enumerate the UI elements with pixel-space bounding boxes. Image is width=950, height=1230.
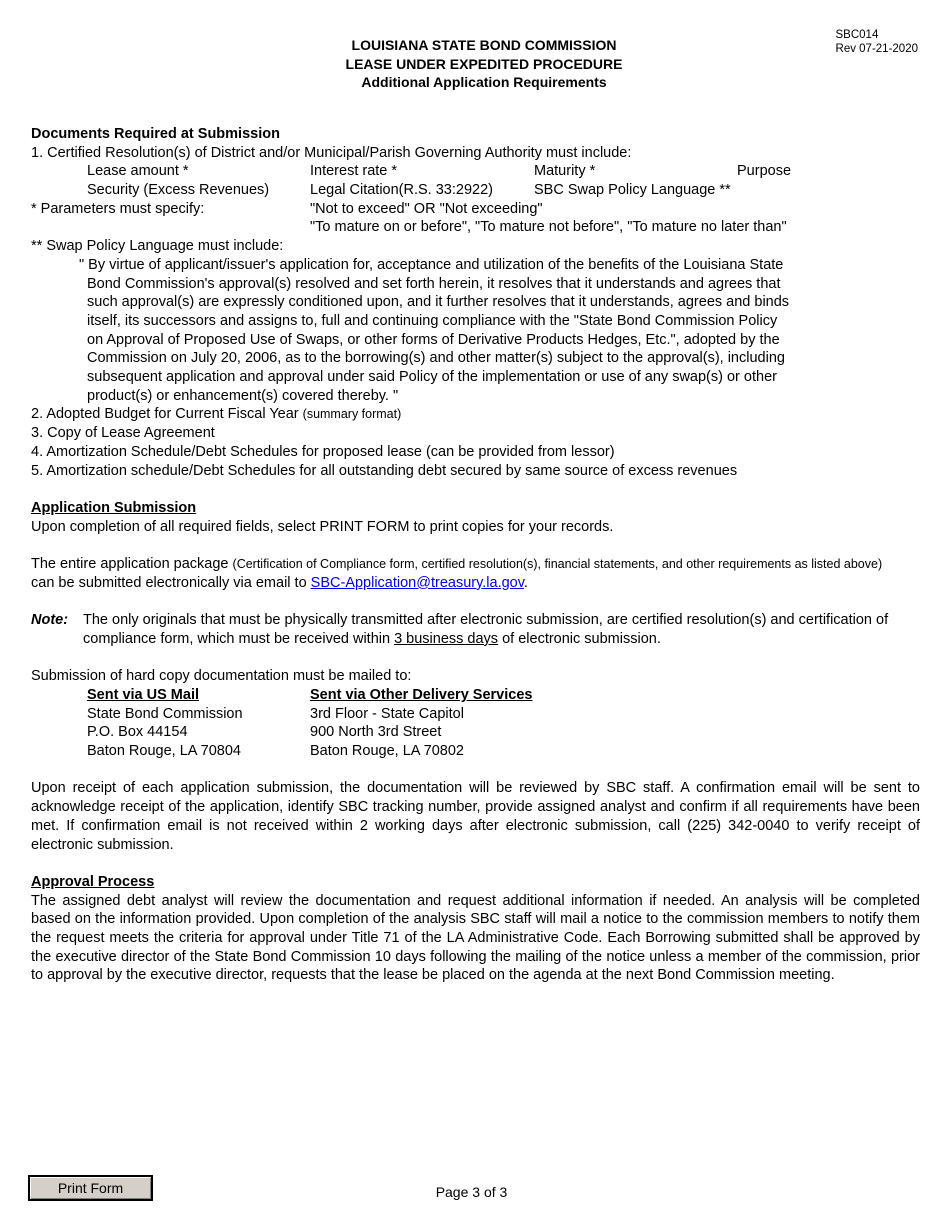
doc-item-1: 1. Certified Resolution(s) of District and/or Municipal/Parish Governing Authority must include:: [31, 144, 632, 161]
grid-legal-citation: Legal Citation(R.S. 33:2922): [310, 182, 493, 199]
other-delivery-heading: Sent via Other Delivery Services: [310, 686, 533, 703]
doc-item-5: 5. Amortization schedule/Debt Schedules for all outstanding debt secured by same source of excess revenues: [31, 462, 738, 479]
us-mail-line-2: P.O. Box 44154: [87, 724, 188, 741]
grid-security: Security (Excess Revenues): [87, 182, 270, 199]
note-label: Note:: [31, 612, 69, 629]
header-line-3: Additional Application Requirements: [361, 74, 607, 90]
us-mail-line-3: Baton Rouge, LA 70804: [87, 743, 241, 760]
address-headings: [31, 686, 920, 705]
other-line-2: 900 North 3rd Street: [310, 724, 442, 741]
application-text-1: Upon completion of all required fields, select PRINT FORM to print copies for your records.: [31, 518, 614, 535]
swap-label: ** Swap Policy Language must include:: [31, 238, 284, 255]
doc-item-4: 4. Amortization Schedule/Debt Schedules for proposed lease (can be provided from lessor): [31, 443, 615, 460]
parameters-label: * Parameters must specify:: [31, 200, 205, 217]
header-line-1: LOUISIANA STATE BOND COMMISSION: [351, 37, 617, 53]
grid-lease-amount: Lease amount *: [87, 163, 189, 180]
note-text-b: of electronic submission.: [502, 630, 661, 647]
documents-heading: Documents Required at Submission: [31, 126, 280, 142]
receipt-paragraph: Upon receipt of each application submission, the documentation will be reviewed by SBC staff. A confirmation email will be sent to acknowledge receipt of the application, identify SBC tracking number, provide assigned analyst and confirm if all requirements have been met. If confirmation email is not received within 2 working days after electronic submission, call (225) 342-0040 to verify receipt of electronic submission.: [31, 780, 920, 853]
package-text-b: can be submitted electronically via email to: [31, 574, 307, 591]
address-line-1: [31, 705, 920, 724]
other-line-3: Baton Rouge, LA 70802: [310, 743, 464, 760]
document-header: [0, 36, 950, 92]
parameters-row: [31, 200, 920, 219]
form-revision: Rev 07-21-2020: [835, 43, 918, 55]
period: .: [523, 574, 528, 591]
grid-purpose: Purpose: [737, 163, 792, 180]
us-mail-heading: Sent via US Mail: [87, 686, 200, 703]
us-mail-line-1: State Bond Commission: [87, 705, 243, 722]
mail-intro: Submission of hard copy documentation must be mailed to:: [31, 668, 412, 685]
address-line-3: [31, 742, 920, 761]
document-body: [31, 125, 920, 985]
package-text-a: The entire application package: [31, 556, 229, 573]
doc-item-2-note: (summary format): [302, 407, 402, 422]
grid-maturity: Maturity *: [534, 163, 596, 180]
resolution-grid-row-2: [31, 181, 920, 200]
note-days: 3 business days: [394, 630, 499, 647]
package-text-small: (Certification of Compliance form, certified resolution(s), financial statements, and other requirements as listed above): [232, 557, 883, 572]
grid-interest-rate: Interest rate *: [310, 163, 398, 180]
doc-item-2: [31, 405, 920, 424]
parameters-row-2: [31, 218, 920, 237]
header-line-2: LEASE UNDER EXPEDITED PROCEDURE: [345, 55, 623, 72]
approval-heading: Approval Process: [31, 873, 155, 890]
note-paragraph: [31, 611, 920, 648]
resolution-grid-row-1: [31, 162, 920, 181]
grid-swap-policy: SBC Swap Policy Language **: [534, 182, 731, 199]
approval-paragraph: The assigned debt analyst will review the documentation and request additional information if needed. An analysis will be completed based on the information provided. Upon completion of the analysis SBC staff will mail a notice to the commission members to notify them the request meets the criteria for approval under Title 71 of the LA Administrative Code. Each Borrowing submitted shall be approved by the executive director of the State Bond Commission 10 days following the mailing of the notice unless a member of the commission, prior to approval by the executive director, requests that the lease be placed on the agenda at the next Bond Commission meeting.: [31, 892, 920, 984]
parameters-value-1: "Not to exceed" OR "Not exceeding": [310, 200, 543, 217]
page-number: Page 3 of 3: [435, 1184, 508, 1200]
doc-item-3: 3. Copy of Lease Agreement: [31, 425, 215, 442]
email-link[interactable]: SBC-Application@treasury.la.gov: [310, 574, 524, 591]
note-text-a: The only originals that must be physically transmitted after electronic submission, are certified resolution(s) and certification of compliance form, which must be received within: [83, 612, 889, 647]
swap-policy-quote: " By virtue of applicant/issuer's application for, acceptance and utilization of the benefits of the Louisiana State Bond Commission's approval(s) resolved and set forth herein, it resolves that it understands and agrees that such approval(s) are expressly conditioned upon, and it further resolves that it understands, agrees and binds itself, its successors and assigns to, full and continuing compliance with the "State Bond Commission Policy on Approval of Proposed Use of Swaps, or other forms of Derivative Products Hedges, Etc.", adopted by the Commission on July 20, 2006, as to the borrowing(s) and other matter(s) subject to the approval(s), including subsequent application and approval under said Policy of the implementation or use of any swap(s) or other product(s) or enhancement(s) covered thereby. ": [79, 256, 790, 404]
form-id: SBC014: [835, 29, 879, 41]
other-line-1: 3rd Floor - State Capitol: [310, 705, 464, 722]
application-package-paragraph: [31, 555, 920, 592]
print-form-button[interactable]: Print Form: [28, 1175, 153, 1201]
doc-item-2-text: 2. Adopted Budget for Current Fiscal Year: [31, 406, 299, 423]
address-line-2: [31, 723, 920, 742]
application-heading: Application Submission: [31, 499, 197, 516]
parameters-value-2: "To mature on or before", "To mature not before", "To mature no later than": [310, 219, 787, 236]
